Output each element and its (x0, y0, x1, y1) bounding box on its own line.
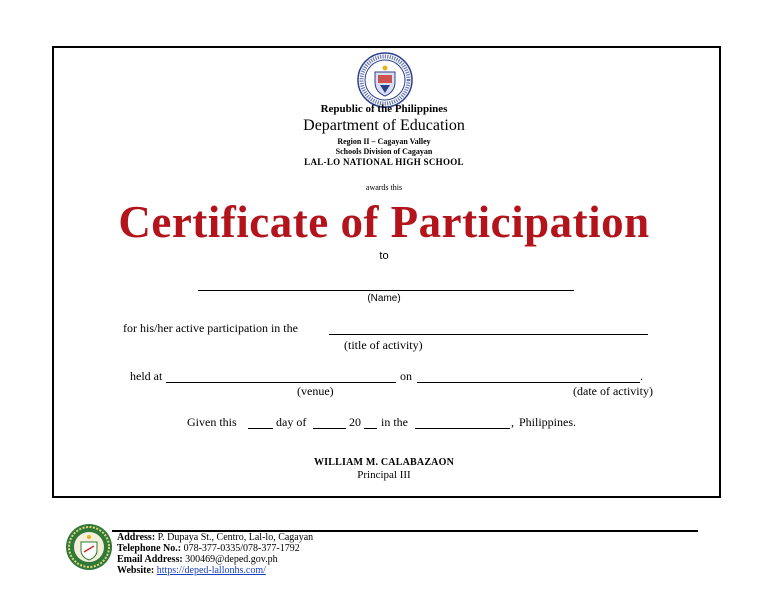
school-logo-icon (64, 522, 114, 572)
place-line (415, 428, 510, 429)
region-text: Region II – Cagayan Valley (337, 137, 431, 146)
name-line (198, 290, 574, 291)
participation-text: for his/her active participation in the (123, 321, 298, 335)
in-the-text: in the (381, 415, 408, 429)
footer-telephone (117, 543, 300, 554)
date-caption: (date of activity) (573, 384, 653, 398)
activity-line (329, 334, 648, 335)
philippines-text: Philippines. (519, 415, 577, 429)
venue-caption: (venue) (297, 384, 334, 398)
comma-text: , (511, 415, 514, 429)
awards-text: awards this (365, 183, 403, 192)
to-text: to (379, 250, 389, 262)
address-label: Address: (117, 532, 156, 543)
month-line (313, 428, 346, 429)
telephone-value: 078-377-0335/078-377-1792 (183, 543, 300, 554)
given-this-text: Given this (187, 415, 237, 429)
period-text: . (640, 369, 643, 383)
email-label: Email Address: (117, 554, 183, 565)
date-line (417, 382, 640, 383)
footer-address (117, 532, 313, 543)
certificate-title: Certificate of Participation (118, 197, 650, 247)
website-link[interactable]: https://deped-lallonhs.com/ (156, 565, 266, 576)
signatory-name: WILLIAM M. CALABAZAON (313, 457, 455, 468)
division-text: Schools Division of Cagayan (335, 147, 433, 156)
republic-text: Republic of the Philippines (320, 103, 448, 115)
day-line (248, 428, 273, 429)
twenty-text: 20 (349, 415, 361, 429)
name-caption: (Name) (367, 293, 401, 304)
website-label: Website: (117, 565, 155, 576)
day-of-text: day of (276, 415, 307, 429)
school-name: LAL-LO NATIONAL HIGH SCHOOL (304, 157, 464, 167)
year-line (364, 428, 377, 429)
footer-website (117, 565, 266, 576)
email-value: 300469@deped.gov.ph (185, 554, 278, 565)
activity-caption: (title of activity) (344, 338, 423, 352)
footer-email (117, 554, 278, 565)
telephone-label: Telephone No.: (117, 543, 182, 554)
deped-seal-icon (357, 52, 413, 108)
signatory-title: Principal III (357, 469, 411, 481)
address-value: P. Dupaya St., Centro, Lal-lo, Cagayan (157, 532, 314, 543)
venue-line (166, 382, 396, 383)
department-text: Department of Education (303, 117, 465, 134)
on-text: on (400, 369, 412, 383)
held-at-text: held at (130, 369, 163, 383)
